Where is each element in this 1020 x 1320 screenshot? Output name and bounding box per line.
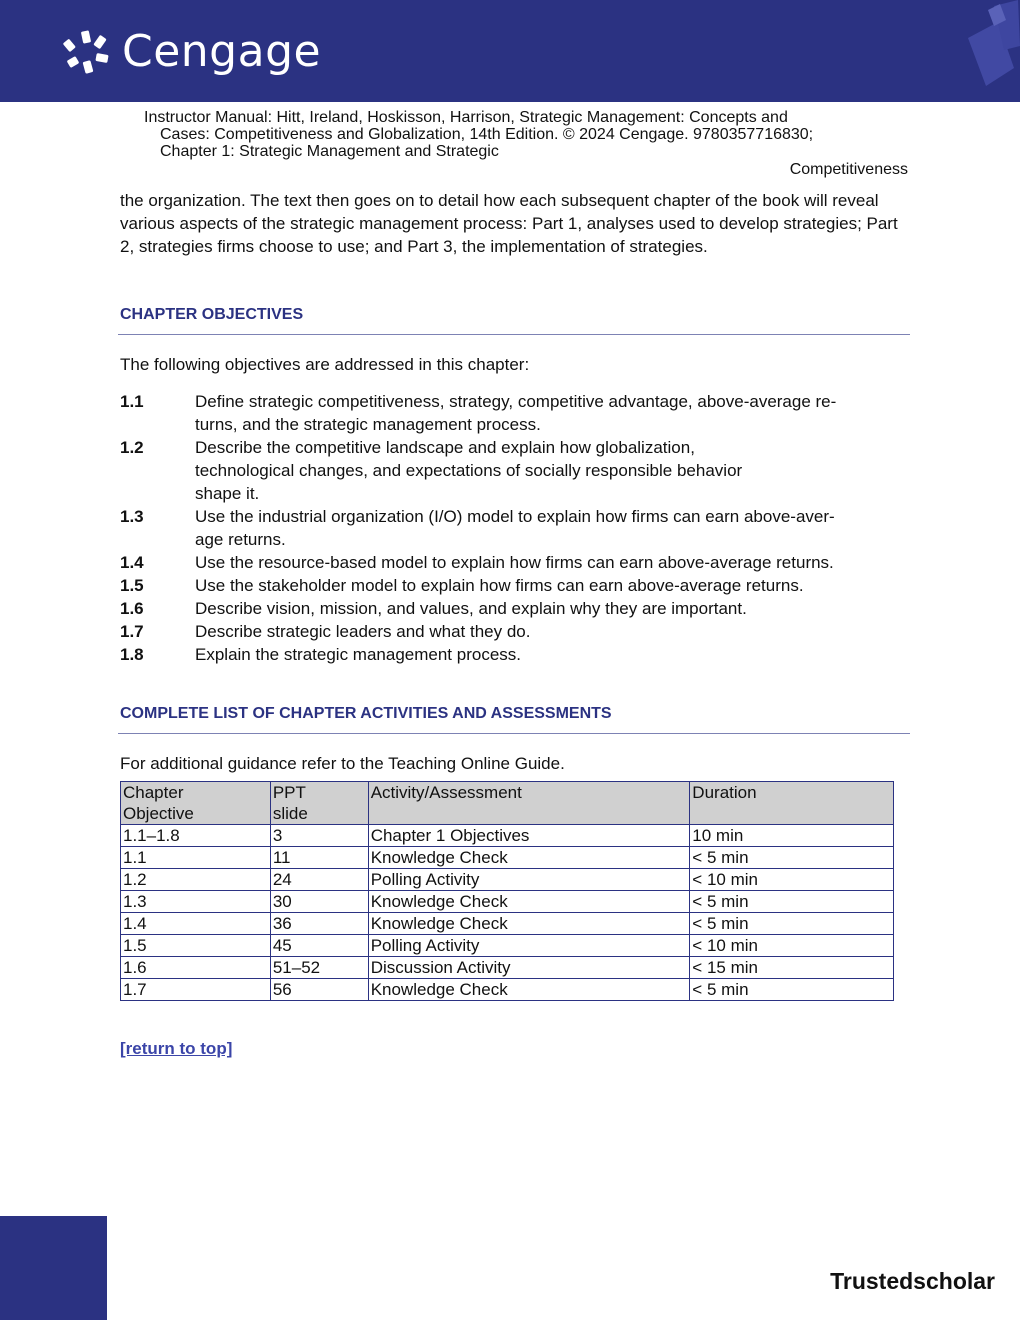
table-row <box>121 847 894 869</box>
chapter-objectives-heading: CHAPTER OBJECTIVES <box>118 306 910 335</box>
table-cell: 3 <box>270 825 368 847</box>
brand-header-bar <box>0 0 1020 102</box>
objective-text: Describe vision, mission, and values, and explain why they are important. <box>195 599 747 618</box>
objective-number: 1.6 <box>120 599 144 618</box>
objective-text <box>195 390 910 436</box>
table-cell: Polling Activity <box>368 869 690 891</box>
table-cell: < 10 min <box>690 935 894 957</box>
objectives-intro: The following objectives are addressed in this chapter: <box>120 355 530 374</box>
objective-number: 1.7 <box>120 622 144 641</box>
cengage-logo <box>62 28 321 76</box>
running-header <box>120 109 908 178</box>
table-cell: 30 <box>270 891 368 913</box>
table-row <box>121 935 894 957</box>
column-header: Activity/Assessment <box>368 782 690 825</box>
running-header-line: Instructor Manual: Hitt, Ireland, Hoskisson, Harrison, Strategic Management: Concepts and <box>144 109 788 126</box>
objective-number: 1.8 <box>120 645 144 664</box>
table-cell: Chapter 1 Objectives <box>368 825 690 847</box>
objective-text-line: age returns. <box>195 530 286 549</box>
table-row <box>121 825 894 847</box>
column-header: Duration <box>690 782 894 825</box>
objective-item <box>120 505 910 551</box>
table-cell: < 5 min <box>690 847 894 869</box>
table-cell: Knowledge Check <box>368 979 690 1001</box>
running-header-line: Cases: Competitiveness and Globalization, 14th Edition. © 2024 Cengage. 9780357716830; <box>160 126 814 143</box>
table-row <box>121 979 894 1001</box>
table-cell: 1.7 <box>121 979 271 1001</box>
table-cell: Knowledge Check <box>368 913 690 935</box>
table-row <box>121 913 894 935</box>
objective-item <box>120 436 910 505</box>
table-cell: Knowledge Check <box>368 847 690 869</box>
objective-text-line: Define strategic competitiveness, strategy, competitive advantage, above-average re- <box>195 392 837 411</box>
running-header-line: Competitiveness <box>789 161 908 178</box>
objective-item <box>120 551 910 574</box>
table-header-row <box>121 782 894 825</box>
return-to-top-link[interactable]: [return to top] <box>120 1039 233 1058</box>
objective-item <box>120 620 910 643</box>
objective-number: 1.4 <box>120 553 144 572</box>
table-cell: 1.6 <box>121 957 271 979</box>
objective-item <box>120 574 910 597</box>
table-cell: Knowledge Check <box>368 891 690 913</box>
activities-table <box>120 781 894 1001</box>
table-cell: 10 min <box>690 825 894 847</box>
objective-number: 1.3 <box>120 507 144 526</box>
page-body <box>120 189 910 1059</box>
table-cell: Polling Activity <box>368 935 690 957</box>
objective-number: 1.2 <box>120 438 144 457</box>
activities-intro: For additional guidance refer to the Teaching Online Guide. <box>120 754 565 773</box>
objective-text: Use the resource-based model to explain how firms can earn above-average returns. <box>195 553 834 572</box>
objective-text <box>195 505 910 551</box>
table-cell: 1.2 <box>121 869 271 891</box>
objective-text: Describe strategic leaders and what they do. <box>195 622 531 641</box>
table-cell: < 15 min <box>690 957 894 979</box>
table-cell: 24 <box>270 869 368 891</box>
objective-text: Use the stakeholder model to explain how firms can earn above-average returns. <box>195 576 804 595</box>
table-cell: 51–52 <box>270 957 368 979</box>
column-header: PPT slide <box>270 782 368 825</box>
objectives-list <box>120 390 910 666</box>
table-row <box>121 891 894 913</box>
table-cell: 1.3 <box>121 891 271 913</box>
table-cell: < 5 min <box>690 913 894 935</box>
objective-item <box>120 643 910 666</box>
objective-text <box>195 436 910 505</box>
objective-number: 1.5 <box>120 576 144 595</box>
table-cell: 45 <box>270 935 368 957</box>
table-cell: < 5 min <box>690 891 894 913</box>
table-cell: 1.1 <box>121 847 271 869</box>
objective-text-line: Use the industrial organization (I/O) model to explain how firms can earn above-aver- <box>195 507 835 526</box>
table-cell: 1.5 <box>121 935 271 957</box>
objective-item <box>120 390 910 436</box>
footer-brand-block <box>0 1216 107 1320</box>
objective-text-line: turns, and the strategic management process. <box>195 415 541 434</box>
objective-text: Explain the strategic management process. <box>195 645 522 664</box>
table-cell: < 10 min <box>690 869 894 891</box>
brand-name: Cengage <box>122 26 322 77</box>
table-cell: < 5 min <box>690 979 894 1001</box>
objective-text-line: technological changes, and expectations of socially responsible behavior <box>195 461 743 480</box>
running-header-line: Chapter 1: Strategic Management and Strategic <box>160 143 499 160</box>
objective-text-line: Describe the competitive landscape and explain how globalization, <box>195 438 695 457</box>
footer-brand-text: Trustedscholar <box>830 1268 995 1294</box>
objective-item <box>120 597 910 620</box>
intro-paragraph: the organization. The text then goes on to detail how each subsequent chapter of the book will reveal various aspects of the strategic management process: Part 1, analyses used to develop strategies; Part 2, strategies firms choose to use; and Part 3, the implementation of strategies. <box>120 191 898 256</box>
objective-text-line: shape it. <box>195 484 260 503</box>
table-cell: 36 <box>270 913 368 935</box>
table-cell: Discussion Activity <box>368 957 690 979</box>
cengage-logo-icon <box>62 28 110 76</box>
table-cell: 1.1–1.8 <box>121 825 271 847</box>
objective-number: 1.1 <box>120 392 144 411</box>
table-cell: 1.4 <box>121 913 271 935</box>
table-cell: 11 <box>270 847 368 869</box>
table-row <box>121 869 894 891</box>
table-cell: 56 <box>270 979 368 1001</box>
corner-decoration-icon <box>960 0 1020 102</box>
table-row <box>121 957 894 979</box>
column-header: Chapter Objective <box>121 782 271 825</box>
activities-heading: COMPLETE LIST OF CHAPTER ACTIVITIES AND ASSESSMENTS <box>118 705 910 734</box>
